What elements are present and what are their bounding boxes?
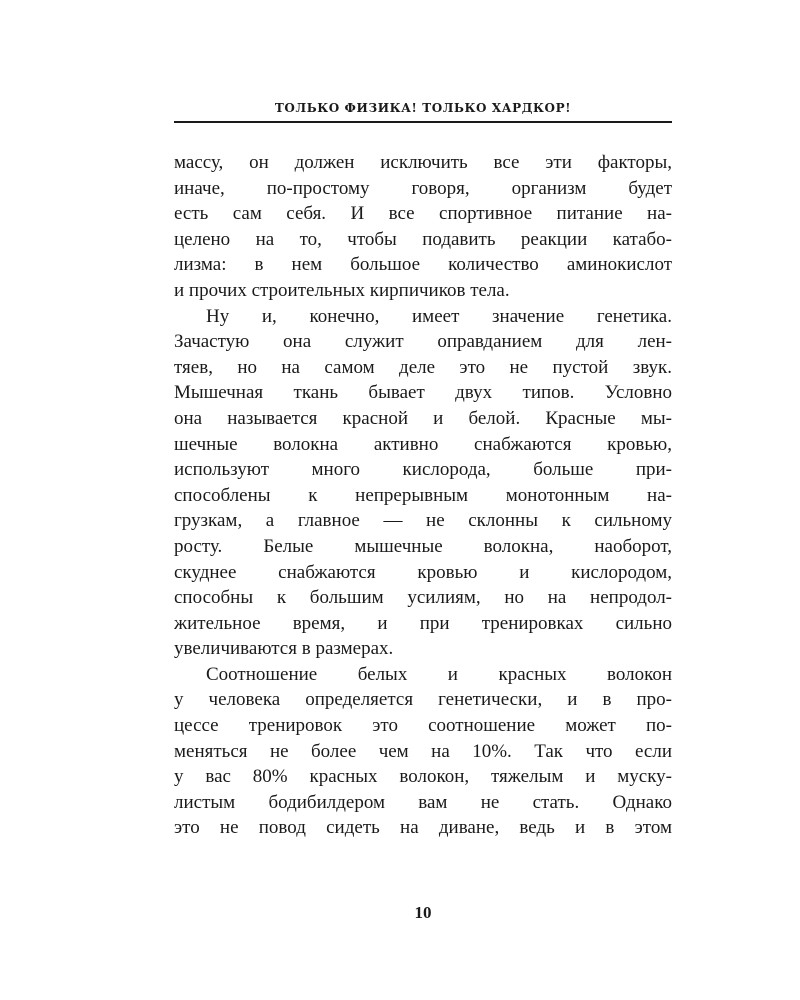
text-line: листым бодибилдером вам не стать. Однако bbox=[174, 791, 672, 813]
text-line: способны к большим усилиям, но на непродол- bbox=[174, 587, 672, 609]
running-head: ТОЛЬКО ФИЗИКА! ТОЛЬКО ХАРДКОР! bbox=[274, 101, 572, 115]
text-line: тяев, но на самом деле это не пустой звук. bbox=[174, 356, 672, 378]
text-line: целено на то, чтобы подавить реакции катабо- bbox=[174, 228, 672, 250]
text-line: она называется красной и белой. Красные мы- bbox=[174, 407, 672, 429]
text-line: шечные волокна активно снабжаются кровью, bbox=[174, 433, 672, 455]
body-text bbox=[174, 150, 672, 841]
text-line: грузкам, а главное — не склонны к сильному bbox=[174, 510, 672, 532]
text-line: это не повод сидеть на диване, ведь и в этом bbox=[174, 817, 672, 839]
text-line: Зачастую она служит оправданием для лен- bbox=[174, 331, 672, 353]
header-rule bbox=[174, 121, 672, 123]
page-number: 10 bbox=[414, 903, 432, 922]
text-line: Соотношение белых и красных волокон bbox=[206, 663, 672, 685]
text-line: меняться не более чем на 10%. Так что если bbox=[174, 740, 672, 762]
text-line: скуднее снабжаются кровью и кислородом, bbox=[174, 561, 672, 583]
text-line: у человека определяется генетически, и в про- bbox=[174, 689, 672, 711]
text-line: росту. Белые мышечные волокна, наоборот, bbox=[174, 535, 672, 557]
text-line: иначе, по-простому говоря, организм будет bbox=[174, 177, 672, 199]
text-line: Ну и, конечно, имеет значение генетика. bbox=[206, 305, 672, 327]
text-line: Мышечная ткань бывает двух типов. Условно bbox=[174, 382, 672, 404]
text-line: способлены к непрерывным монотонным на- bbox=[174, 484, 672, 506]
text-line: используют много кислорода, больше при- bbox=[174, 459, 672, 481]
text-line: массу, он должен исключить все эти факторы, bbox=[174, 152, 672, 173]
text-line: у вас 80% красных волокон, тяжелым и муску- bbox=[174, 766, 672, 788]
text-line: цессе тренировок это соотношение может по- bbox=[174, 715, 672, 737]
text-line: и прочих строительных кирпичиков тела. bbox=[174, 279, 510, 301]
text-line: есть сам себя. И все спортивное питание на- bbox=[174, 203, 672, 225]
text-line: увеличиваются в размерах. bbox=[174, 638, 394, 660]
text-line: лизма: в нем большое количество аминокислот bbox=[174, 254, 672, 276]
text-line: жительное время, и при тренировках сильно bbox=[174, 612, 672, 634]
